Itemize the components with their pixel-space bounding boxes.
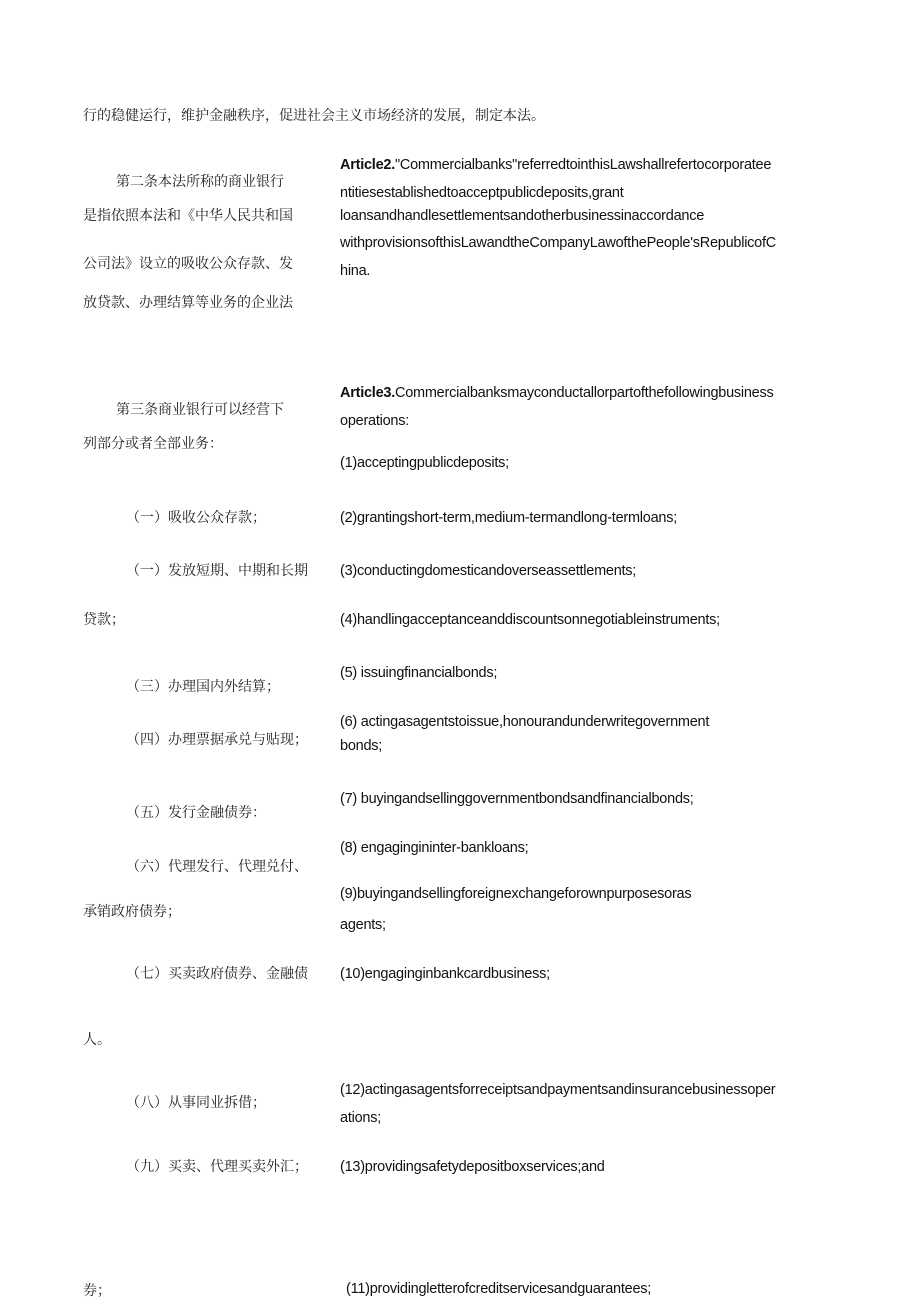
en-article3-line-1: Article3.Commercialbanksmayconductallorpartofthefollowingbusiness (340, 385, 774, 401)
en-item: (7) buyingandsellinggovernmentbondsandfinancialbonds; (340, 791, 694, 807)
en-article2-line-2: ntitiesestablishedtoacceptpublicdeposits,grant (340, 185, 624, 201)
zh-article2-line-2: 是指依照本法和《中华人民共和国 (83, 208, 293, 224)
en-article2-label: Article2. (340, 157, 395, 173)
zh-item: （一）吸收公众存款； (126, 510, 266, 526)
zh-item: （一）发放短期、中期和长期 (126, 563, 308, 579)
zh-item: 承销政府债券； (83, 904, 181, 920)
zh-item: （五）发行金融债券： (126, 805, 266, 821)
zh-item: （九）买卖、代理买卖外汇； (126, 1159, 308, 1175)
en-article2-line-1: Article2."Commercialbanks"referredtointhisLawshallrefertocorporatee (340, 157, 772, 173)
en-article3-line-2: operations: (340, 413, 409, 429)
en-item: (4)handlingacceptanceanddiscountsonnegotiableinstruments; (340, 612, 720, 628)
en-item: ations; (340, 1110, 381, 1126)
en-article2-line-4: withprovisionsofthisLawandtheCompanyLawofthePeople'sRepublicofC (340, 235, 776, 251)
en-item: (10)engaginginbankcardbusiness; (340, 966, 550, 982)
zh-item: （八）从事同业拆借； (126, 1095, 266, 1111)
en-article2-line-5: hina. (340, 263, 371, 279)
en-item: (5) issuingfinancialbonds; (340, 665, 498, 681)
en-article3-label: Article3. (340, 385, 395, 401)
en-item: (1)acceptingpublicdeposits; (340, 455, 509, 471)
zh-article2-line-4: 放贷款、办理结算等业务的企业法 (83, 295, 293, 311)
en-item: (11)providingletterofcreditservicesandguarantees; (346, 1281, 652, 1297)
zh-item: 人。 (83, 1032, 111, 1048)
en-item: (9)buyingandsellingforeignexchangeforownpurposesoras (340, 886, 692, 902)
zh-item: 贷款； (83, 612, 125, 628)
zh-article2-line-3: 公司法》设立的吸收公众存款、发 (83, 256, 293, 272)
en-item: (13)providingsafetydepositboxservices;and (340, 1159, 605, 1175)
zh-item: （三）办理国内外结算； (126, 679, 280, 695)
en-item: (3)conductingdomesticandoverseassettlements; (340, 563, 637, 579)
en-item: (12)actingasagentsforreceiptsandpaymentsandinsurancebusinessoper (340, 1082, 776, 1098)
zh-article3-line-1: 第三条商业银行可以经营下 (116, 402, 284, 418)
en-item: (2)grantingshort-term,medium-termandlong-termloans; (340, 510, 677, 526)
zh-article2-line-1: 第二条本法所称的商业银行 (116, 174, 284, 190)
en-item: (8) engagingininter-bankloans; (340, 840, 529, 856)
en-item: agents; (340, 917, 386, 933)
zh-item: （七）买卖政府债券、金融债 (126, 966, 308, 982)
zh-article3-line-2: 列部分或者全部业务： (83, 436, 223, 452)
zh-item: （六）代理发行、代理兑付、 (126, 859, 308, 875)
en-article2-line-3: loansandhandlesettlementsandotherbusinessinaccordance (340, 208, 705, 224)
zh-item: 券； (83, 1283, 111, 1299)
zh-item: （四）办理票据承兑与贴现； (126, 732, 308, 748)
intro-line: 行的稳健运行，维护金融秩序，促进社会主义市场经济的发展，制定本法。 (83, 108, 545, 124)
en-item: (6) actingasagentstoissue,honourandunderwritegovernment (340, 714, 710, 730)
en-item: bonds; (340, 738, 383, 754)
